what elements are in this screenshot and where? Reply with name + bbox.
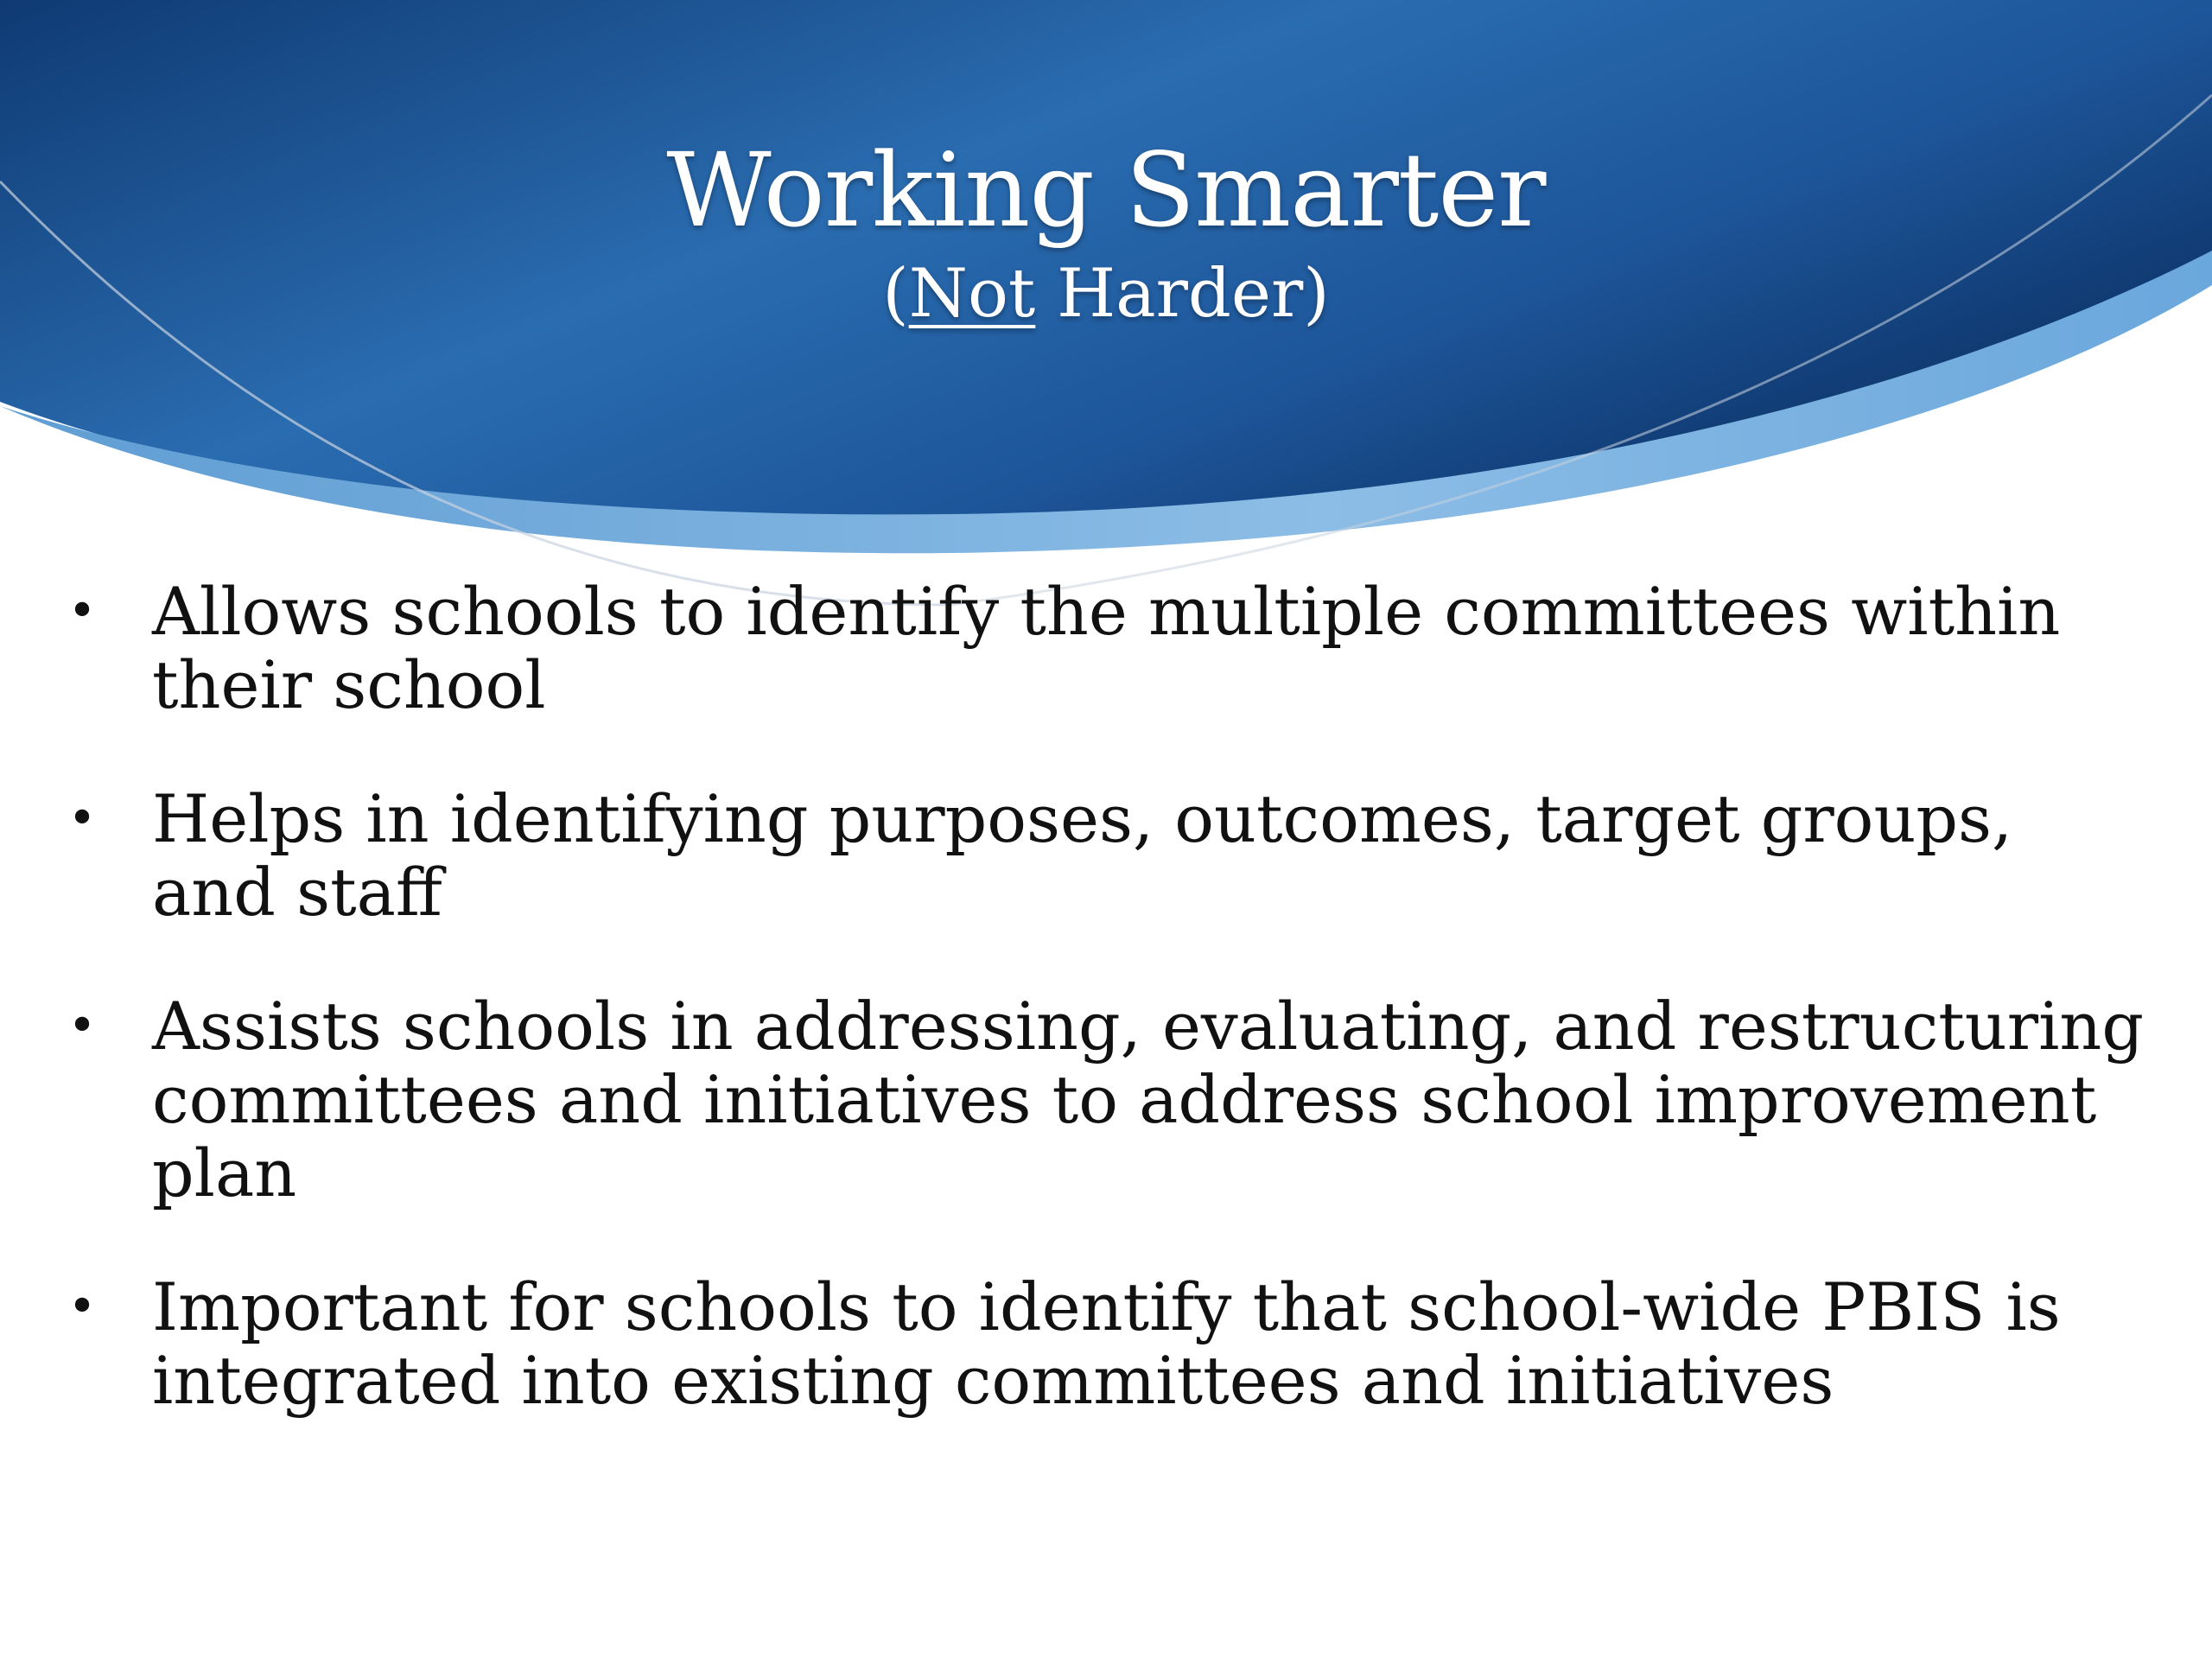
bullet-item: [60, 1270, 2152, 1417]
bullet-item: [60, 989, 2152, 1210]
subtitle-open-paren: (: [882, 255, 909, 333]
subtitle-underlined-word: Not: [908, 255, 1036, 333]
bullet-dot-icon: •: [67, 791, 97, 847]
bullet-dot-icon: •: [67, 1279, 97, 1335]
bullet-dot-icon: •: [67, 583, 97, 639]
bullet-text: Assists schools in addressing, evaluating, and restructuring committees and initiatives to address school improvement plan: [152, 988, 2144, 1211]
bullet-text: Important for schools to identify that school-wide PBIS is integrated into existing committees and initiatives: [152, 1268, 2061, 1419]
subtitle-rest: Harder): [1035, 255, 1330, 333]
slide-subtitle: [0, 251, 2212, 337]
bullet-item: [60, 575, 2152, 721]
slide-title: Working Smarter: [666, 130, 1546, 250]
bullet-dot-icon: •: [67, 998, 97, 1054]
bullet-item: [60, 782, 2152, 929]
bullet-text: Helps in identifying purposes, outcomes, target groups, and staff: [152, 780, 2013, 931]
bullet-list: [60, 575, 2152, 1478]
title-block: [0, 130, 2212, 337]
bullet-text: Allows schools to identify the multiple committees within their school: [152, 573, 2061, 723]
